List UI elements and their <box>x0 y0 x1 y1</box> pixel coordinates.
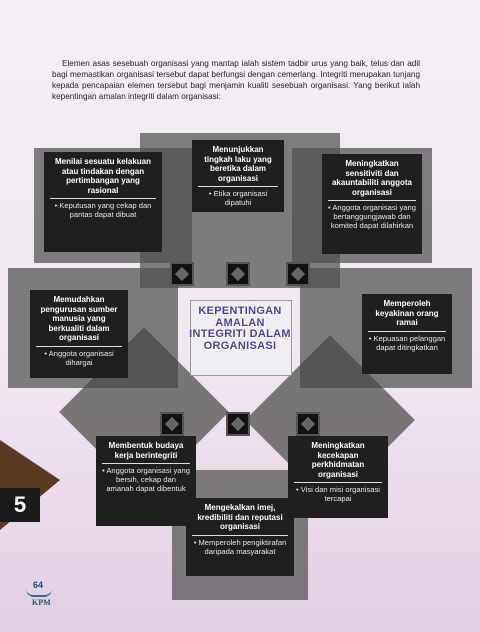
chapter-tab: 5 <box>0 488 40 522</box>
card-title: Menunjukkan tingkah laku yang beretika dalam organisasi <box>204 145 272 183</box>
card-meningkatkan-kecekapan <box>288 436 388 518</box>
card-meningkatkan-sensitiviti <box>322 154 422 254</box>
card-point: • Keputusan yang cekap dan pantas dapat dibuat <box>54 201 152 219</box>
card-title: Membentuk budaya kerja berintegriti <box>108 441 184 460</box>
connector-square <box>226 262 250 286</box>
center-title: KEPENTINGAN AMALAN INTEGRITI DALAM ORGANISASI <box>189 305 291 352</box>
card-point: • Anggota organisasi yang bertanggungjawab dan komited dapat dilahirkan <box>328 203 416 230</box>
card-title: Memperoleh keyakinan orang ramai <box>375 299 439 327</box>
connector-square <box>296 412 320 436</box>
connector-square <box>170 262 194 286</box>
card-title: Memudahkan pengurusan sumber manusia yang berkualiti dalam organisasi <box>40 295 118 342</box>
connector-square <box>226 412 250 436</box>
card-menilai <box>44 152 162 252</box>
card-point: • Anggota organisasi yang bersih, cekap dan amanah dapat dibentuk <box>102 466 190 493</box>
card-membentuk <box>96 436 196 526</box>
card-point: • Visi dan misi organisasi tercapai <box>296 485 380 503</box>
card-point: • Kepuasan pelanggan dapat ditingkatkan <box>368 333 446 352</box>
intro-paragraph: Elemen asas sesebuah organisasi yang mantap ialah sistem tadbir urus yang baik, telus dan adil bagi memastikan organisasi tersebut dapat berfungsi dengan cemerlang. Integriti merupakan tunjang kepada pencapaian elemen tersebut bagi menjamin kualiti sesebuah organisasi. Yang berikut ialah kepentingan amalan integriti dalam organisasi: <box>52 59 420 101</box>
card-memudahkan <box>30 290 128 378</box>
card-title: Menilai sesuatu kelakuan atau tindakan dengan pertimbangan yang rasional <box>54 157 152 195</box>
card-point: • Memperoleh pengiktirafan daripada masyarakat <box>193 537 287 556</box>
card-title: Mengekalkan imej, kredibiliti dan reputasi organisasi <box>197 503 283 531</box>
connector-square <box>160 412 184 436</box>
publisher-logo: KPM <box>32 598 51 607</box>
card-point: • Etika organisasi dipatuhi <box>208 189 268 207</box>
card-title: Meningkatkan kecekapan perkhidmatan organisasi <box>311 441 365 479</box>
card-point: • Anggota organisasi dihargai <box>44 348 114 367</box>
card-menunjukkan <box>192 140 284 212</box>
card-title: Meningkatkan sensitiviti dan akauntabiliti anggota organisasi <box>331 159 412 197</box>
card-mengekalkan <box>186 498 294 576</box>
card-memperoleh <box>362 294 452 374</box>
connector-square <box>286 262 310 286</box>
page-number: 64 <box>33 580 44 590</box>
